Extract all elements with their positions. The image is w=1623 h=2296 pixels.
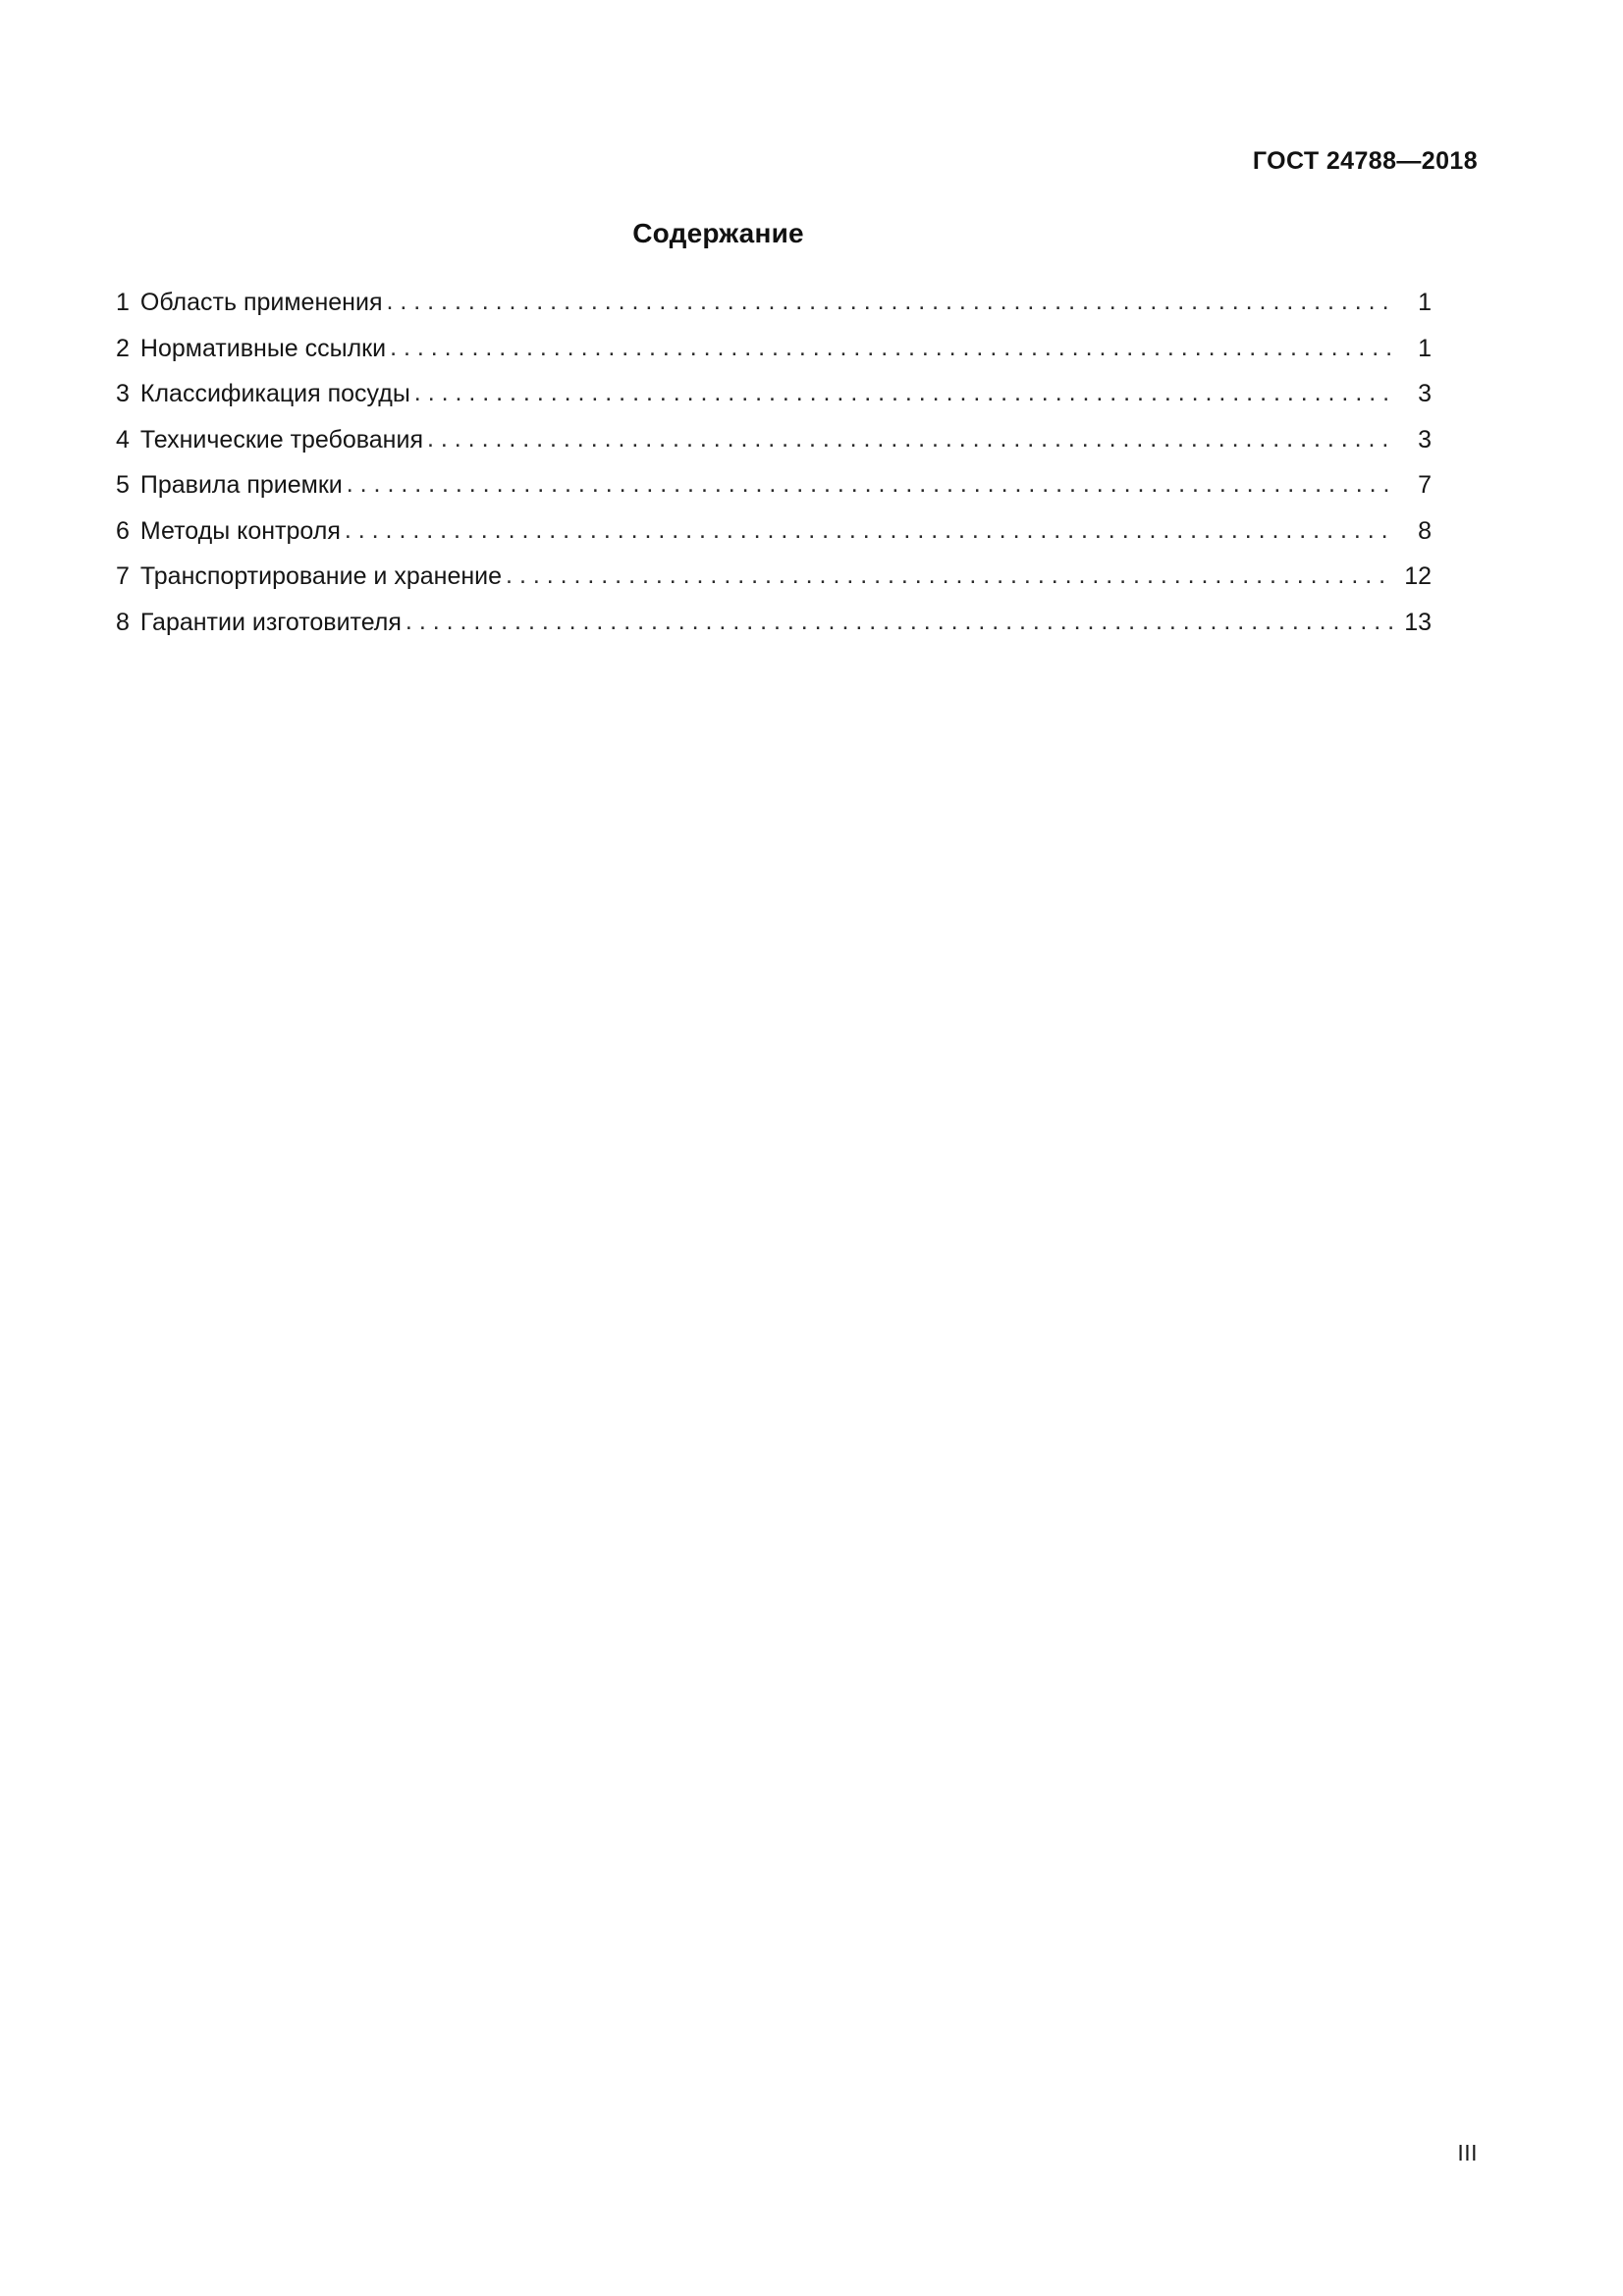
- toc-entry-label: Методы контроля: [139, 516, 341, 545]
- toc-entry-number: 4: [116, 425, 130, 454]
- toc-leader-dots: [414, 381, 1394, 405]
- toc-entry-page: 3: [1418, 425, 1432, 454]
- toc-entry-label: Нормативные ссылки: [139, 334, 387, 362]
- toc-entry-number: 2: [116, 334, 130, 362]
- table-of-contents: [116, 291, 1432, 656]
- toc-leader-dots: [345, 518, 1394, 543]
- toc-entry[interactable]: [116, 516, 1432, 545]
- toc-entry-number: 1: [116, 289, 130, 316]
- toc-entry[interactable]: [116, 334, 1432, 362]
- page-title: Содержание: [632, 218, 804, 248]
- toc-entry[interactable]: [116, 382, 1432, 406]
- toc-entry-page: 13: [1404, 608, 1432, 636]
- toc-entry[interactable]: [116, 564, 1432, 589]
- toc-leader-dots: [386, 290, 1394, 314]
- toc-entry[interactable]: [116, 425, 1432, 454]
- standard-number-header: ГОСТ 24788—2018: [1252, 147, 1478, 175]
- toc-entry-page: 3: [1418, 380, 1432, 407]
- toc-entry-label: Технические требования: [139, 425, 423, 454]
- toc-entry[interactable]: [116, 473, 1432, 498]
- toc-entry-number: 3: [116, 380, 130, 407]
- toc-entry-label: Правила приемки: [139, 471, 343, 499]
- toc-leader-dots: [406, 610, 1394, 634]
- toc-entry-number: 8: [116, 608, 130, 636]
- toc-entry-label: Транспортирование и хранение: [139, 562, 503, 590]
- toc-entry-page: 1: [1418, 334, 1432, 362]
- toc-entry-page: 1: [1418, 289, 1432, 316]
- toc-entry[interactable]: [116, 608, 1432, 636]
- toc-entry-page: 8: [1418, 516, 1432, 545]
- toc-entry-page: 7: [1418, 471, 1432, 499]
- toc-leader-dots: [427, 427, 1394, 452]
- toc-entry-number: 5: [116, 471, 130, 499]
- toc-entry[interactable]: [116, 291, 1432, 315]
- toc-leader-dots: [506, 563, 1394, 588]
- page-folio: III: [1457, 2140, 1478, 2165]
- toc-entry-number: 6: [116, 516, 130, 545]
- toc-entry-page: 12: [1404, 562, 1432, 590]
- toc-entry-label: Классификация посуды: [139, 380, 410, 407]
- toc-entry-label: Гарантии изготовителя: [139, 608, 402, 636]
- toc-entry-number: 7: [116, 562, 130, 590]
- toc-entry-label: Область применения: [139, 289, 383, 316]
- toc-leader-dots: [347, 472, 1394, 497]
- toc-leader-dots: [390, 336, 1394, 360]
